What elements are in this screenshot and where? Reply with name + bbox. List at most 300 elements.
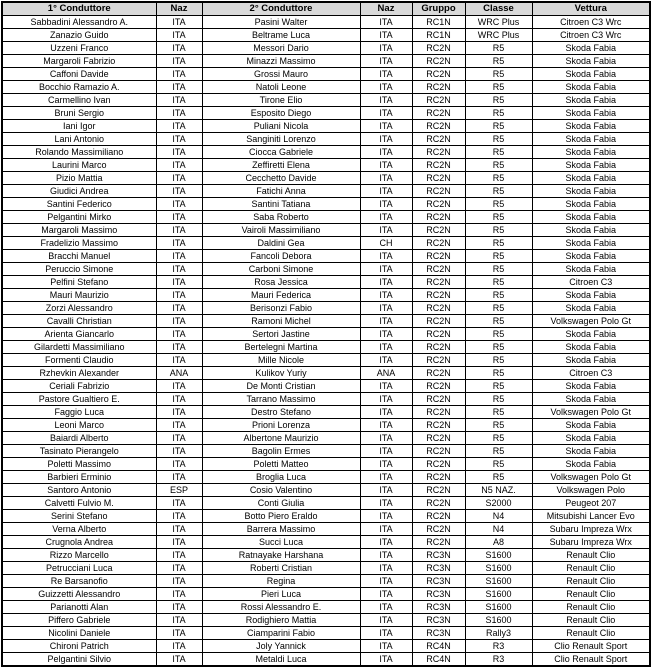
cell-car: Skoda Fabia (532, 237, 650, 250)
cell-group: RC2N (412, 367, 465, 380)
cell-nationality-1: ITA (156, 237, 202, 250)
cell-driver-2: Vairoli Massimiliano (202, 224, 360, 237)
cell-nationality-2: ITA (360, 328, 412, 341)
cell-driver-1: Zanazio Guido (2, 29, 156, 42)
cell-nationality-2: ITA (360, 471, 412, 484)
cell-nationality-1: ITA (156, 614, 202, 627)
table-row (2, 601, 650, 614)
table-row (2, 575, 650, 588)
cell-driver-1: Petrucciani Luca (2, 562, 156, 575)
cell-nationality-2: ITA (360, 68, 412, 81)
cell-group: RC2N (412, 510, 465, 523)
cell-driver-1: Pelgantini Mirko (2, 211, 156, 224)
cell-group: RC2N (412, 94, 465, 107)
cell-nationality-1: ITA (156, 627, 202, 640)
table-row (2, 94, 650, 107)
cell-driver-2: De Monti Cristian (202, 380, 360, 393)
cell-class: R5 (465, 198, 532, 211)
cell-class: R5 (465, 211, 532, 224)
cell-class: R3 (465, 640, 532, 653)
cell-nationality-2: ITA (360, 458, 412, 471)
table-row (2, 276, 650, 289)
cell-group: RC3N (412, 588, 465, 601)
cell-class: R5 (465, 341, 532, 354)
cell-group: RC2N (412, 224, 465, 237)
cell-class: S2000 (465, 497, 532, 510)
cell-nationality-1: ITA (156, 302, 202, 315)
cell-nationality-1: ITA (156, 653, 202, 667)
cell-car: Renault Clio (532, 549, 650, 562)
table-row (2, 146, 650, 159)
cell-group: RC2N (412, 497, 465, 510)
cell-group: RC1N (412, 16, 465, 29)
cell-driver-2: Fatichi Anna (202, 185, 360, 198)
cell-nationality-2: ITA (360, 510, 412, 523)
cell-nationality-1: ITA (156, 315, 202, 328)
cell-driver-1: Serini Stefano (2, 510, 156, 523)
cell-driver-1: Margaroli Fabrizio (2, 55, 156, 68)
cell-nationality-2: ITA (360, 315, 412, 328)
table-row (2, 172, 650, 185)
cell-class: R5 (465, 289, 532, 302)
cell-driver-2: Santini Tatiana (202, 198, 360, 211)
cell-driver-1: Piffero Gabriele (2, 614, 156, 627)
cell-nationality-2: ITA (360, 159, 412, 172)
cell-nationality-1: ITA (156, 81, 202, 94)
cell-nationality-1: ITA (156, 510, 202, 523)
cell-nationality-2: ITA (360, 302, 412, 315)
cell-driver-1: Baiardi Alberto (2, 432, 156, 445)
table-row (2, 289, 650, 302)
table-row (2, 406, 650, 419)
cell-driver-2: Tirone Elio (202, 94, 360, 107)
cell-nationality-2: ITA (360, 224, 412, 237)
cell-driver-1: Arienta Giancarlo (2, 328, 156, 341)
cell-car: Skoda Fabia (532, 172, 650, 185)
cell-class: R5 (465, 224, 532, 237)
cell-nationality-2: ITA (360, 16, 412, 29)
cell-nationality-2: ITA (360, 419, 412, 432)
cell-driver-2: Regina (202, 575, 360, 588)
entry-list-table (1, 1, 651, 667)
cell-driver-1: Nicolini Daniele (2, 627, 156, 640)
cell-group: RC2N (412, 55, 465, 68)
cell-driver-1: Uzzeni Franco (2, 42, 156, 55)
cell-driver-1: Rzhevkin Alexander (2, 367, 156, 380)
cell-car: Skoda Fabia (532, 133, 650, 146)
cell-class: R5 (465, 276, 532, 289)
cell-driver-1: Lani Antonio (2, 133, 156, 146)
cell-class: R5 (465, 237, 532, 250)
cell-nationality-2: ITA (360, 198, 412, 211)
cell-driver-2: Sertori Jastine (202, 328, 360, 341)
cell-driver-2: Saba Roberto (202, 211, 360, 224)
cell-group: RC2N (412, 211, 465, 224)
cell-car: Renault Clio (532, 601, 650, 614)
cell-group: RC2N (412, 237, 465, 250)
cell-nationality-1: ITA (156, 55, 202, 68)
cell-car: Volkswagen Polo Gt (532, 471, 650, 484)
cell-driver-2: Daldini Gea (202, 237, 360, 250)
cell-class: R5 (465, 172, 532, 185)
cell-driver-1: Giudici Andrea (2, 185, 156, 198)
cell-nationality-1: ITA (156, 16, 202, 29)
cell-nationality-2: ITA (360, 380, 412, 393)
cell-car: Skoda Fabia (532, 42, 650, 55)
cell-group: RC2N (412, 263, 465, 276)
cell-class: R5 (465, 133, 532, 146)
cell-nationality-2: ANA (360, 367, 412, 380)
cell-driver-1: Cavalli Christian (2, 315, 156, 328)
cell-nationality-1: ITA (156, 133, 202, 146)
cell-class: R5 (465, 419, 532, 432)
cell-nationality-1: ITA (156, 471, 202, 484)
cell-driver-2: Grossi Mauro (202, 68, 360, 81)
cell-class: S1600 (465, 614, 532, 627)
cell-driver-1: Bracchi Manuel (2, 250, 156, 263)
table-row (2, 484, 650, 497)
cell-driver-1: Pizio Mattia (2, 172, 156, 185)
cell-group: RC3N (412, 575, 465, 588)
table-row (2, 562, 650, 575)
cell-group: RC2N (412, 146, 465, 159)
cell-group: RC2N (412, 432, 465, 445)
table-row (2, 55, 650, 68)
cell-nationality-1: ITA (156, 107, 202, 120)
cell-class: S1600 (465, 549, 532, 562)
table-row (2, 42, 650, 55)
table-row (2, 614, 650, 627)
cell-nationality-1: ITA (156, 94, 202, 107)
cell-driver-2: Puliani Nicola (202, 120, 360, 133)
cell-car: Skoda Fabia (532, 445, 650, 458)
table-row (2, 29, 650, 42)
cell-nationality-1: ITA (156, 601, 202, 614)
cell-class: WRC Plus (465, 29, 532, 42)
column-header-vettura: Vettura (532, 2, 650, 16)
table-row (2, 302, 650, 315)
cell-driver-2: Messori Dario (202, 42, 360, 55)
cell-nationality-2: ITA (360, 94, 412, 107)
cell-car: Skoda Fabia (532, 224, 650, 237)
cell-driver-1: Fradelizio Massimo (2, 237, 156, 250)
cell-nationality-2: ITA (360, 341, 412, 354)
cell-class: R5 (465, 107, 532, 120)
cell-car: Skoda Fabia (532, 146, 650, 159)
cell-car: Skoda Fabia (532, 81, 650, 94)
table-row (2, 445, 650, 458)
table-row (2, 250, 650, 263)
cell-nationality-1: ITA (156, 458, 202, 471)
cell-car: Mitsubishi Lancer Evo (532, 510, 650, 523)
cell-driver-2: Minazzi Massimo (202, 55, 360, 68)
cell-class: R5 (465, 445, 532, 458)
cell-class: R5 (465, 250, 532, 263)
cell-nationality-2: ITA (360, 120, 412, 133)
cell-nationality-2: ITA (360, 445, 412, 458)
table-row (2, 588, 650, 601)
cell-driver-1: Santoro Antonio (2, 484, 156, 497)
cell-driver-2: Rosa Jessica (202, 276, 360, 289)
cell-class: N5 NAZ. (465, 484, 532, 497)
cell-class: S1600 (465, 575, 532, 588)
cell-car: Clio Renault Sport (532, 640, 650, 653)
cell-driver-1: Poletti Massimo (2, 458, 156, 471)
cell-class: R5 (465, 81, 532, 94)
cell-group: RC4N (412, 640, 465, 653)
cell-driver-1: Iani Igor (2, 120, 156, 133)
cell-driver-1: Barbieri Erminio (2, 471, 156, 484)
table-row (2, 536, 650, 549)
cell-car: Volkswagen Polo (532, 484, 650, 497)
cell-nationality-2: ITA (360, 185, 412, 198)
cell-nationality-1: ITA (156, 29, 202, 42)
cell-nationality-2: ITA (360, 146, 412, 159)
cell-driver-1: Re Barsanofio (2, 575, 156, 588)
cell-nationality-2: ITA (360, 133, 412, 146)
cell-driver-1: Laurini Marco (2, 159, 156, 172)
cell-group: RC2N (412, 328, 465, 341)
cell-class: Rally3 (465, 627, 532, 640)
cell-driver-1: Santini Federico (2, 198, 156, 211)
cell-group: RC2N (412, 393, 465, 406)
cell-nationality-2: ITA (360, 562, 412, 575)
cell-group: RC2N (412, 484, 465, 497)
cell-car: Skoda Fabia (532, 211, 650, 224)
cell-car: Skoda Fabia (532, 432, 650, 445)
cell-car: Skoda Fabia (532, 159, 650, 172)
cell-group: RC2N (412, 471, 465, 484)
cell-driver-1: Ceriali Fabrizio (2, 380, 156, 393)
cell-car: Renault Clio (532, 588, 650, 601)
cell-nationality-2: ITA (360, 484, 412, 497)
cell-driver-1: Faggio Luca (2, 406, 156, 419)
cell-nationality-1: ITA (156, 250, 202, 263)
cell-class: R5 (465, 302, 532, 315)
cell-nationality-1: ITA (156, 198, 202, 211)
cell-nationality-2: ITA (360, 263, 412, 276)
cell-driver-1: Bruni Sergio (2, 107, 156, 120)
cell-driver-1: Pastore Gualtiero E. (2, 393, 156, 406)
cell-class: S1600 (465, 562, 532, 575)
cell-car: Renault Clio (532, 562, 650, 575)
table-row (2, 549, 650, 562)
cell-car: Skoda Fabia (532, 419, 650, 432)
cell-driver-2: Esposito Diego (202, 107, 360, 120)
cell-class: R5 (465, 328, 532, 341)
cell-group: RC2N (412, 315, 465, 328)
cell-group: RC2N (412, 107, 465, 120)
cell-driver-2: Joly Yannick (202, 640, 360, 653)
cell-class: A8 (465, 536, 532, 549)
table-row (2, 328, 650, 341)
cell-nationality-2: ITA (360, 55, 412, 68)
cell-nationality-1: ITA (156, 380, 202, 393)
cell-group: RC2N (412, 354, 465, 367)
cell-nationality-1: ITA (156, 497, 202, 510)
table-row (2, 159, 650, 172)
cell-car: Citroen C3 Wrc (532, 29, 650, 42)
cell-nationality-2: ITA (360, 627, 412, 640)
cell-nationality-1: ITA (156, 172, 202, 185)
cell-driver-2: Cecchetto Davide (202, 172, 360, 185)
cell-class: WRC Plus (465, 16, 532, 29)
cell-group: RC2N (412, 523, 465, 536)
cell-group: RC2N (412, 172, 465, 185)
table-row (2, 523, 650, 536)
table-row (2, 393, 650, 406)
cell-driver-2: Poletti Matteo (202, 458, 360, 471)
cell-nationality-2: ITA (360, 588, 412, 601)
cell-driver-1: Pelfini Stefano (2, 276, 156, 289)
table-row (2, 211, 650, 224)
table-row (2, 263, 650, 276)
cell-nationality-1: ITA (156, 354, 202, 367)
cell-nationality-2: ITA (360, 406, 412, 419)
cell-car: Skoda Fabia (532, 198, 650, 211)
cell-car: Skoda Fabia (532, 250, 650, 263)
cell-nationality-2: CH (360, 237, 412, 250)
table-row (2, 354, 650, 367)
cell-nationality-1: ESP (156, 484, 202, 497)
cell-nationality-2: ITA (360, 81, 412, 94)
cell-driver-2: Ratnayake Harshana (202, 549, 360, 562)
table-row (2, 380, 650, 393)
cell-car: Renault Clio (532, 575, 650, 588)
cell-group: RC2N (412, 68, 465, 81)
cell-class: R5 (465, 315, 532, 328)
cell-class: R5 (465, 458, 532, 471)
cell-nationality-1: ITA (156, 445, 202, 458)
cell-driver-2: Kulikov Yuriy (202, 367, 360, 380)
cell-nationality-1: ITA (156, 328, 202, 341)
table-row (2, 81, 650, 94)
cell-nationality-1: ITA (156, 42, 202, 55)
column-header-naz-2: Naz (360, 2, 412, 16)
cell-group: RC2N (412, 289, 465, 302)
cell-group: RC2N (412, 120, 465, 133)
cell-group: RC3N (412, 549, 465, 562)
cell-nationality-2: ITA (360, 172, 412, 185)
cell-class: R5 (465, 406, 532, 419)
cell-nationality-2: ITA (360, 653, 412, 667)
cell-driver-2: Pieri Luca (202, 588, 360, 601)
table-row (2, 133, 650, 146)
table-row (2, 237, 650, 250)
entry-list-header (2, 2, 650, 16)
cell-nationality-2: ITA (360, 575, 412, 588)
cell-nationality-1: ITA (156, 263, 202, 276)
cell-driver-2: Metaldi Luca (202, 653, 360, 667)
cell-nationality-1: ITA (156, 276, 202, 289)
table-row (2, 185, 650, 198)
cell-car: Skoda Fabia (532, 68, 650, 81)
table-row (2, 107, 650, 120)
cell-nationality-2: ITA (360, 601, 412, 614)
cell-car: Renault Clio (532, 627, 650, 640)
table-row (2, 510, 650, 523)
cell-class: R5 (465, 146, 532, 159)
cell-nationality-2: ITA (360, 289, 412, 302)
cell-class: R5 (465, 94, 532, 107)
cell-group: RC2N (412, 341, 465, 354)
table-row (2, 367, 650, 380)
table-row (2, 471, 650, 484)
cell-nationality-1: ITA (156, 211, 202, 224)
cell-group: RC2N (412, 81, 465, 94)
table-row (2, 224, 650, 237)
cell-nationality-1: ANA (156, 367, 202, 380)
cell-nationality-1: ITA (156, 536, 202, 549)
cell-driver-1: Verna Alberto (2, 523, 156, 536)
cell-nationality-1: ITA (156, 120, 202, 133)
cell-class: R5 (465, 159, 532, 172)
cell-nationality-1: ITA (156, 406, 202, 419)
cell-driver-2: Botto Piero Eraldo (202, 510, 360, 523)
cell-driver-1: Margaroli Massimo (2, 224, 156, 237)
cell-car: Skoda Fabia (532, 263, 650, 276)
cell-car: Volkswagen Polo Gt (532, 406, 650, 419)
cell-driver-1: Leoni Marco (2, 419, 156, 432)
cell-driver-1: Tasinato Pierangelo (2, 445, 156, 458)
cell-nationality-2: ITA (360, 42, 412, 55)
cell-car: Skoda Fabia (532, 55, 650, 68)
cell-nationality-2: ITA (360, 536, 412, 549)
cell-car: Skoda Fabia (532, 458, 650, 471)
cell-nationality-1: ITA (156, 68, 202, 81)
cell-driver-2: Sanginiti Lorenzo (202, 133, 360, 146)
cell-driver-1: Pelgantini Silvio (2, 653, 156, 667)
cell-nationality-2: ITA (360, 393, 412, 406)
cell-nationality-2: ITA (360, 250, 412, 263)
cell-group: RC2N (412, 185, 465, 198)
cell-group: RC2N (412, 198, 465, 211)
cell-nationality-1: ITA (156, 146, 202, 159)
cell-nationality-2: ITA (360, 640, 412, 653)
cell-driver-2: Rodighiero Mattia (202, 614, 360, 627)
cell-group: RC4N (412, 653, 465, 667)
cell-driver-1: Rolando Massimiliano (2, 146, 156, 159)
cell-nationality-2: ITA (360, 523, 412, 536)
cell-nationality-2: ITA (360, 29, 412, 42)
cell-nationality-1: ITA (156, 562, 202, 575)
cell-group: RC2N (412, 42, 465, 55)
cell-class: S1600 (465, 601, 532, 614)
cell-car: Subaru Impreza Wrx (532, 523, 650, 536)
cell-driver-1: Sabbadini Alessandro A. (2, 16, 156, 29)
cell-driver-2: Beltrame Luca (202, 29, 360, 42)
cell-driver-2: Destro Stefano (202, 406, 360, 419)
cell-group: RC2N (412, 302, 465, 315)
cell-class: R5 (465, 42, 532, 55)
cell-nationality-1: ITA (156, 588, 202, 601)
cell-nationality-2: ITA (360, 614, 412, 627)
cell-nationality-1: ITA (156, 419, 202, 432)
cell-driver-2: Roberti Cristian (202, 562, 360, 575)
cell-group: RC3N (412, 601, 465, 614)
cell-driver-1: Mauri Maurizio (2, 289, 156, 302)
table-row (2, 315, 650, 328)
cell-group: RC2N (412, 419, 465, 432)
cell-driver-2: Fancoli Debora (202, 250, 360, 263)
cell-driver-1: Crugnola Andrea (2, 536, 156, 549)
cell-driver-1: Parianotti Alan (2, 601, 156, 614)
cell-nationality-1: ITA (156, 341, 202, 354)
table-row (2, 627, 650, 640)
cell-car: Subaru Impreza Wrx (532, 536, 650, 549)
cell-car: Citroen C3 (532, 276, 650, 289)
cell-group: RC2N (412, 133, 465, 146)
